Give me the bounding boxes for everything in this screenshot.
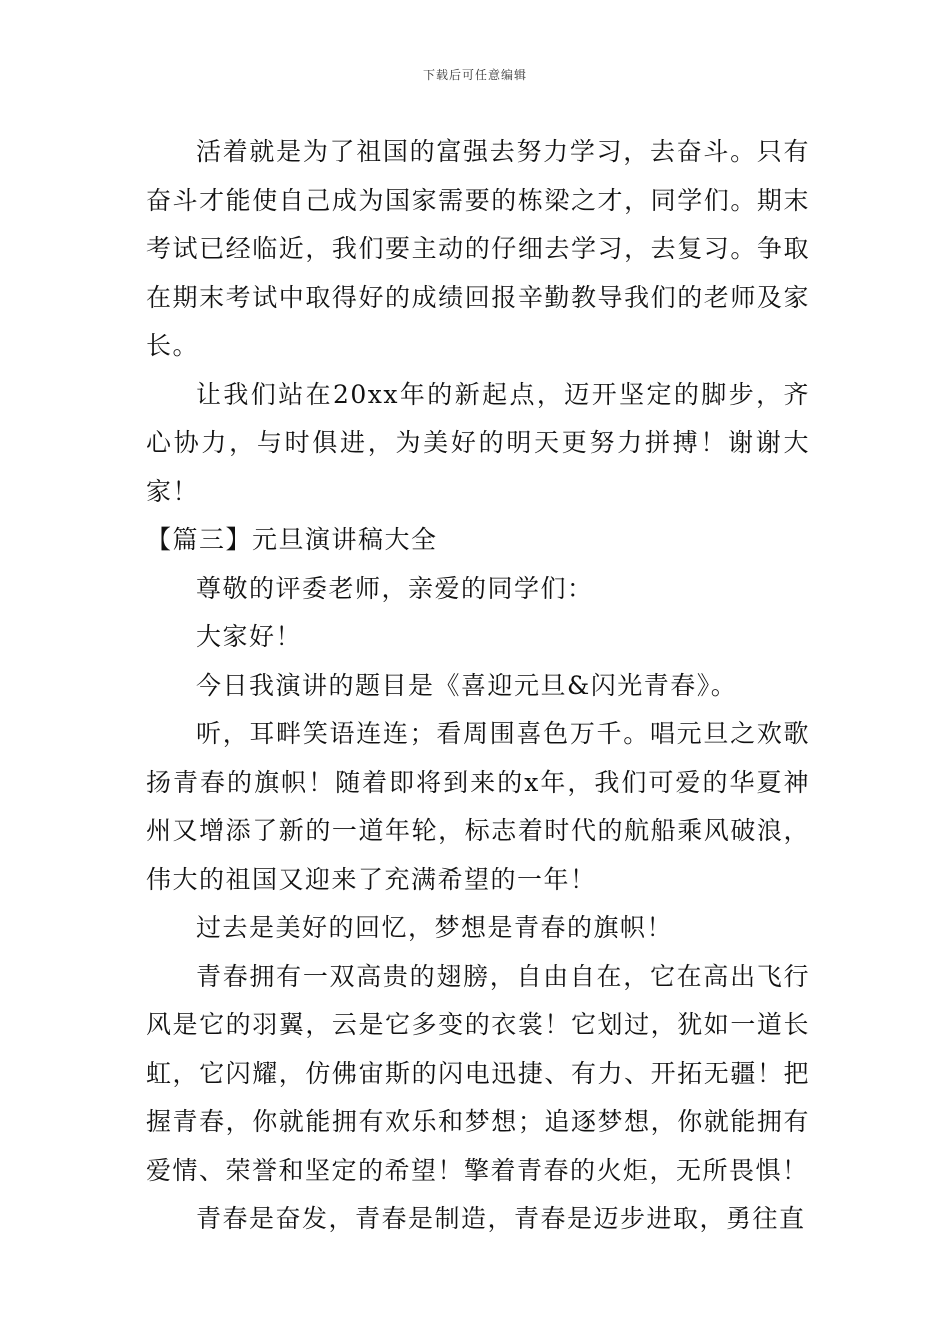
paragraph: 过去是美好的回忆，梦想是青春的旗帜！ — [196, 913, 674, 942]
paragraph: 青春是奋发，青春是制造，青春是迈步进取，勇往直 — [196, 1204, 806, 1233]
document-body — [146, 128, 810, 1244]
paragraph: 尊敬的评委老师，亲爱的同学们： — [196, 573, 594, 603]
paragraph: 大家好！ — [196, 622, 303, 651]
paragraph: 活着就是为了祖国的富强去努力学习，去奋斗。只有奋斗才能使自己成为国家需要的栋梁之才，同学们。期末考试已经临近，我们要主动的仔细去学习，去复习。争取在期末考试中取得好的成绩回报辛勤教导我们的老师及家长。 — [146, 137, 810, 360]
paragraph: 听，耳畔笑语连连；看周围喜色万千。唱元旦之欢歌扬青春的旗帜！随着即将到来的x年，我们可爱的华夏神州又增添了新的一道年轮，标志着时代的航船乘风破浪，伟大的祖国又迎来了充满希望的一年！ — [146, 719, 810, 894]
section-heading: 【篇三】元旦演讲稿大全 — [146, 525, 438, 554]
header-note: 下载后可任意编辑 — [422, 68, 527, 82]
paragraph: 今日我演讲的题目是《喜迎元旦&闪光青春》。 — [196, 670, 738, 700]
paragraph: 让我们站在20xx年的新起点，迈开坚定的脚步，齐心协力，与时俱进，为美好的明天更努力拼搏！谢谢大家！ — [146, 379, 810, 506]
paragraph: 青春拥有一双高贵的翅膀，自由自在，它在高出飞行风是它的羽翼，云是它多变的衣裳！它划过，犹如一道长虹，它闪耀，仿佛宙斯的闪电迅捷、有力、开拓无疆！把握青春，你就能拥有欢乐和梦想；追逐梦想，你就能拥有爱情、荣誉和坚定的希望！擎着青春的火炬，无所畏惧！ — [146, 961, 810, 1185]
